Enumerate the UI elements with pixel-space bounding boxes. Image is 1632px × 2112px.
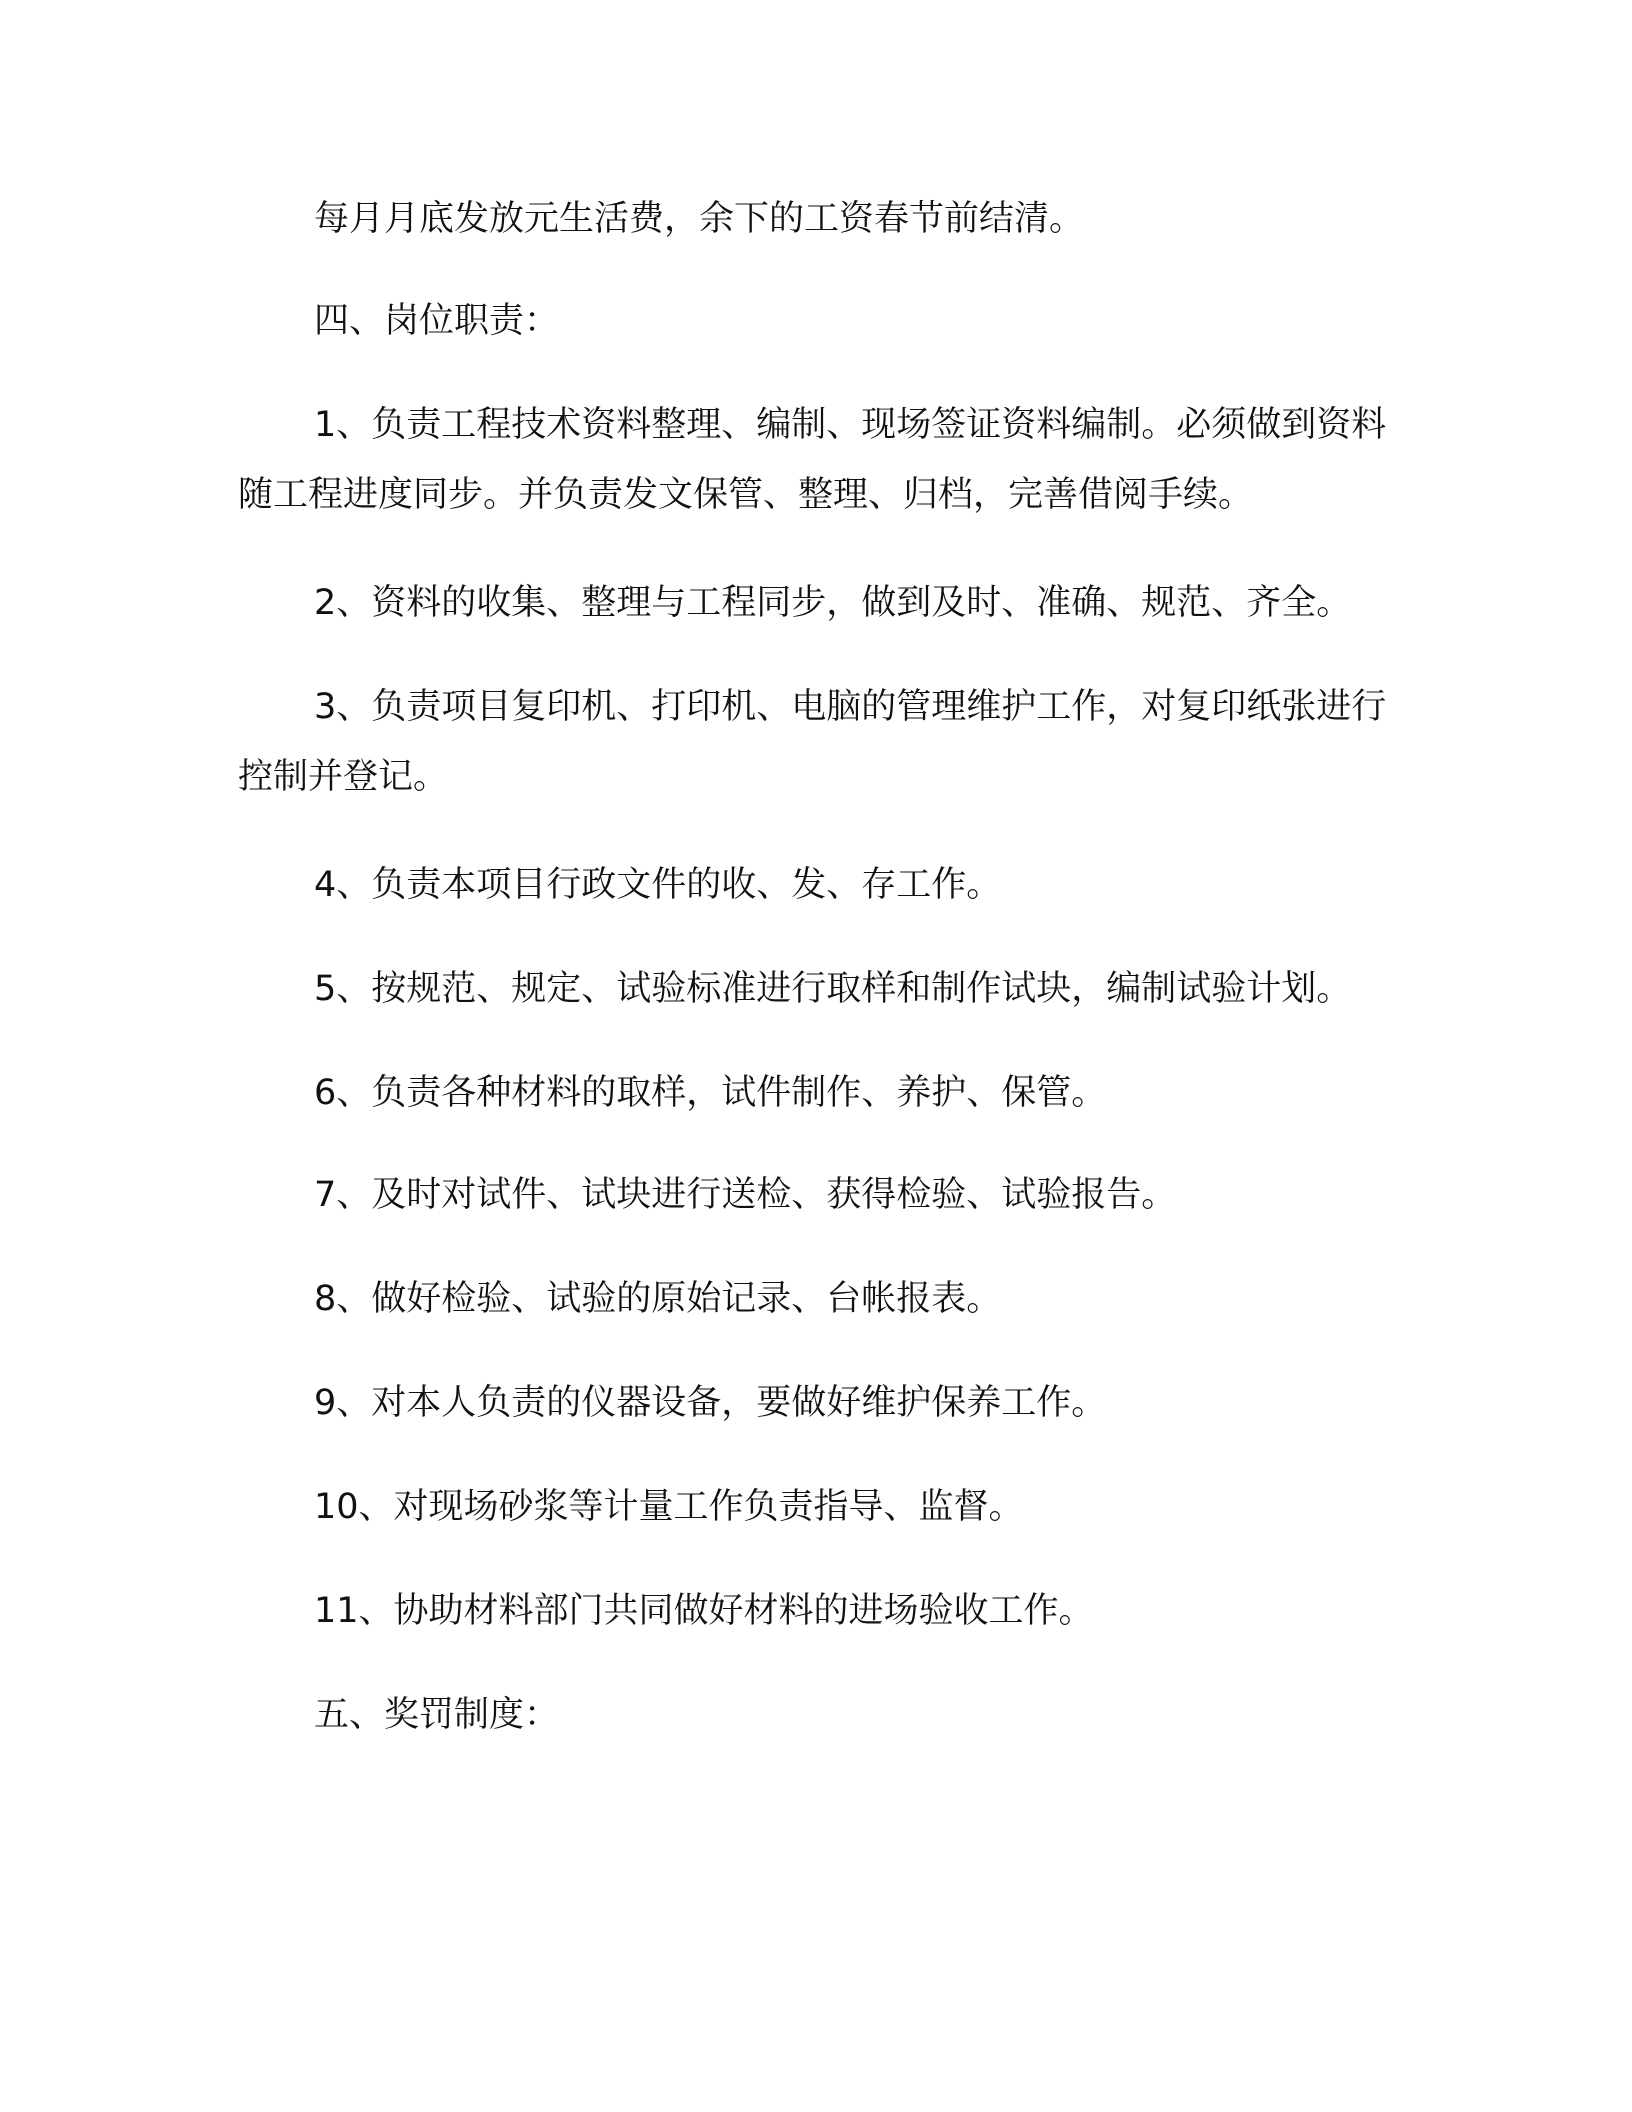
heading-job-duties: 四、岗位职责： xyxy=(314,301,560,341)
paragraph-duty-6: 6、负责各种材料的取样，试件制作、养护、保管。 xyxy=(314,1073,1107,1113)
paragraph-duty-1: 1、负责工程技术资料整理、编制、现场签证资料编制。必须做到资料随工程进度同步。并负责发文保管、整理、归档，完善借阅手续。 xyxy=(238,405,1387,515)
paragraph-duty-9: 9、对本人负责的仪器设备，要做好维护保养工作。 xyxy=(314,1383,1107,1423)
paragraph-living-allowance: 每月月底发放元生活费，余下的工资春节前结清。 xyxy=(314,199,1085,239)
paragraph-duty-7: 7、及时对试件、试块进行送检、获得检验、试验报告。 xyxy=(314,1175,1177,1215)
paragraph-duty-4: 4、负责本项目行政文件的收、发、存工作。 xyxy=(314,865,1002,905)
paragraph-duty-8: 8、做好检验、试验的原始记录、台帐报表。 xyxy=(314,1279,1002,1319)
paragraph-duty-3: 3、负责项目复印机、打印机、电脑的管理维护工作，对复印纸张进行控制并登记。 xyxy=(238,687,1387,797)
paragraph-duty-11: 11、协助材料部门共同做好材料的进场验收工作。 xyxy=(314,1591,1094,1631)
paragraph-duty-5: 5、按规范、规定、试验标准进行取样和制作试块，编制试验计划。 xyxy=(314,969,1352,1009)
paragraph-duty-2: 2、资料的收集、整理与工程同步，做到及时、准确、规范、齐全。 xyxy=(314,583,1352,623)
paragraph-duty-10: 10、对现场砂浆等计量工作负责指导、监督。 xyxy=(314,1487,1024,1527)
heading-reward-penalty: 五、奖罚制度： xyxy=(314,1695,560,1735)
